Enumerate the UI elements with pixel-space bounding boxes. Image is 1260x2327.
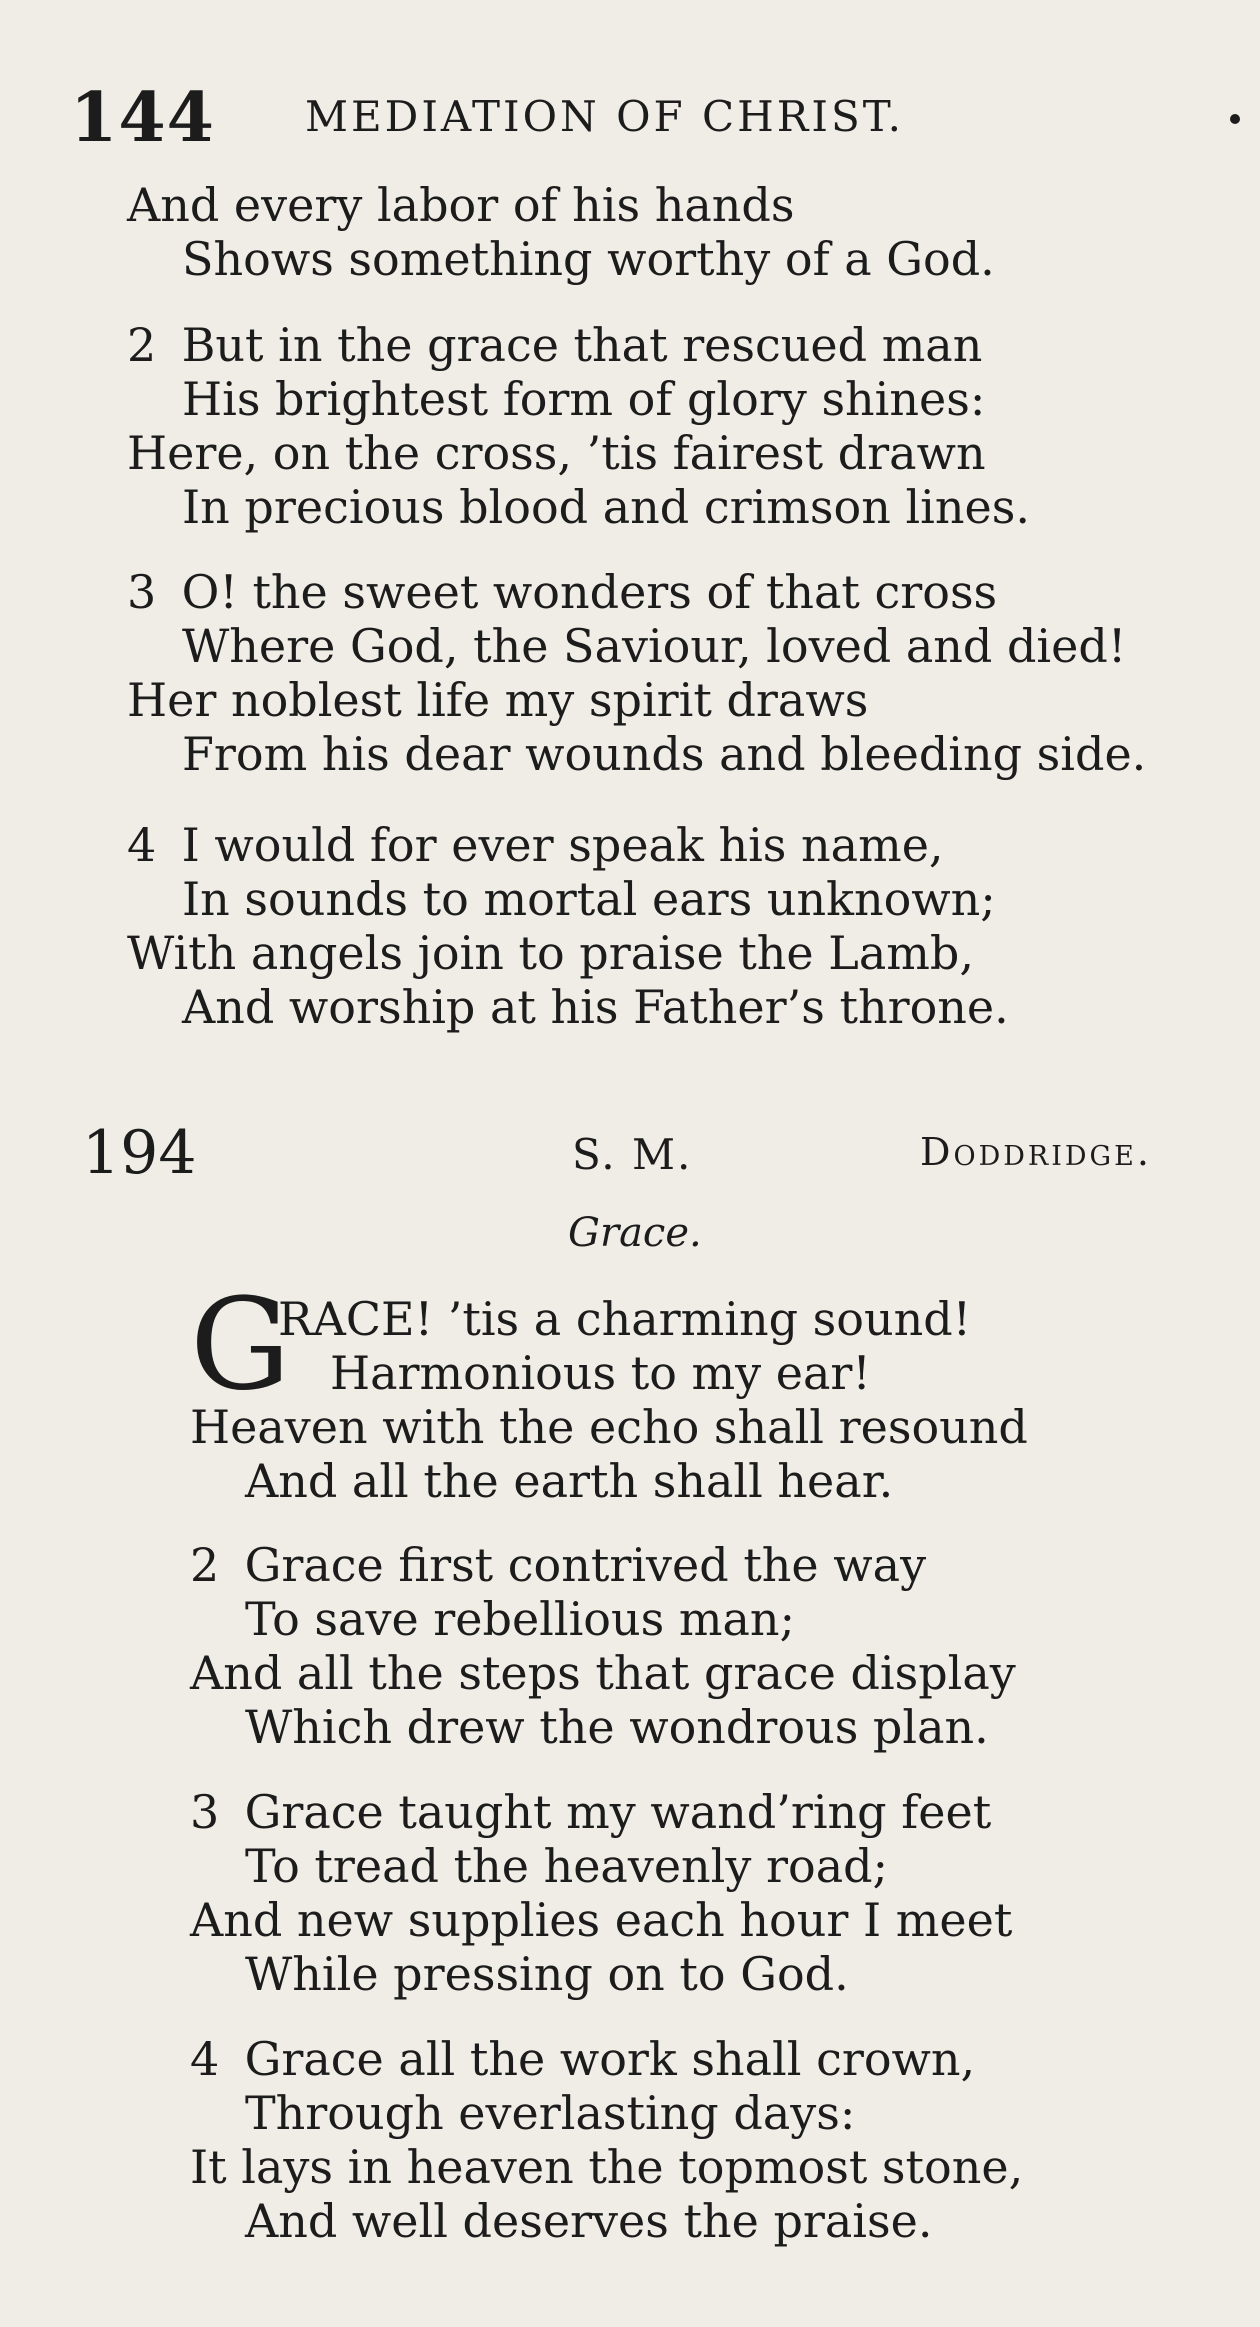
hymn-stanza-3 — [190, 1785, 1012, 2001]
stanza-line: And well deserves the praise. — [245, 2194, 933, 2248]
stanza-line: Which drew the wondrous plan. — [245, 1700, 989, 1754]
stanza-line: Her noblest life my spirit draws — [127, 673, 869, 727]
stanza-line: To save rebellious man; — [245, 1592, 796, 1646]
hymn-stanza-2 — [190, 1538, 1016, 1754]
stanza-line: It lays in heaven the topmost stone, — [190, 2140, 1024, 2194]
stanza-line: While pressing on to God. — [245, 1947, 849, 2001]
stanza-line: Grace all the work shall crown, — [244, 2032, 976, 2086]
stanza-line: Here, on the cross, ’tis fairest drawn — [127, 426, 986, 480]
stanza-line: In sounds to mortal ears unknown; — [182, 872, 996, 926]
stanza-line: To tread the heavenly road; — [245, 1839, 889, 1893]
stanza-line: RACE! ’tis a charming sound! — [278, 1292, 972, 1346]
stanza-number: 2 — [127, 318, 157, 372]
stanza-line: In precious blood and crimson lines. — [182, 480, 1030, 534]
hymn-heading — [82, 1118, 1212, 1188]
hymn-number: 194 — [82, 1118, 197, 1188]
hymn-author: Doddridge. — [920, 1130, 1152, 1174]
stanza-line: And all the earth shall hear. — [245, 1454, 894, 1508]
stanza-line: Grace first contrived the way — [244, 1538, 927, 1592]
page-header — [70, 78, 1250, 158]
stanza-line: And every labor of his hands — [127, 178, 795, 232]
ink-dot — [1230, 114, 1240, 124]
stanza-line: Harmonious to my ear! — [330, 1346, 871, 1400]
hymn-stanza-4 — [190, 2032, 1023, 2248]
stanza-number: 2 — [190, 1538, 220, 1592]
stanza-number: 4 — [190, 2032, 220, 2086]
stanza-line: O! the sweet wonders of that cross — [181, 565, 998, 619]
page-number: 144 — [70, 78, 215, 158]
stanza-number: 3 — [190, 1785, 220, 1839]
hymn-meter: S. M. — [572, 1130, 693, 1179]
stanza-line: And new supplies each hour I meet — [190, 1893, 1013, 1947]
stanza-line: And worship at his Father’s throne. — [182, 980, 1009, 1034]
stanza-line: From his dear wounds and bleeding side. — [182, 727, 1147, 781]
stanza-line: Shows something worthy of a God. — [182, 232, 995, 286]
stanza-line: With angels join to praise the Lamb, — [127, 926, 974, 980]
stanza-number: 3 — [127, 565, 157, 619]
drop-cap: G — [190, 1271, 291, 1418]
stanza-number: 4 — [127, 818, 157, 872]
stanza-line: Heaven with the echo shall resound — [190, 1400, 1028, 1454]
running-head: MEDIATION OF CHRIST. — [305, 92, 904, 141]
stanza-continued — [127, 178, 995, 286]
stanza-4 — [127, 818, 1009, 1034]
stanza-3 — [127, 565, 1146, 781]
stanza-line: I would for ever speak his name, — [181, 818, 944, 872]
stanza-line: And all the steps that grace display — [190, 1646, 1016, 1700]
hymn-title: Grace. — [568, 1210, 702, 1256]
stanza-line: But in the grace that rescued man — [181, 318, 983, 372]
stanza-line: His brightest form of glory shines: — [182, 372, 986, 426]
stanza-line: Where God, the Saviour, loved and died! — [182, 619, 1127, 673]
stanza-line: Through everlasting days: — [245, 2086, 856, 2140]
stanza-2 — [127, 318, 1030, 534]
stanza-1-rest — [190, 1400, 1028, 1508]
stanza-line: Grace taught my wand’ring feet — [244, 1785, 992, 1839]
